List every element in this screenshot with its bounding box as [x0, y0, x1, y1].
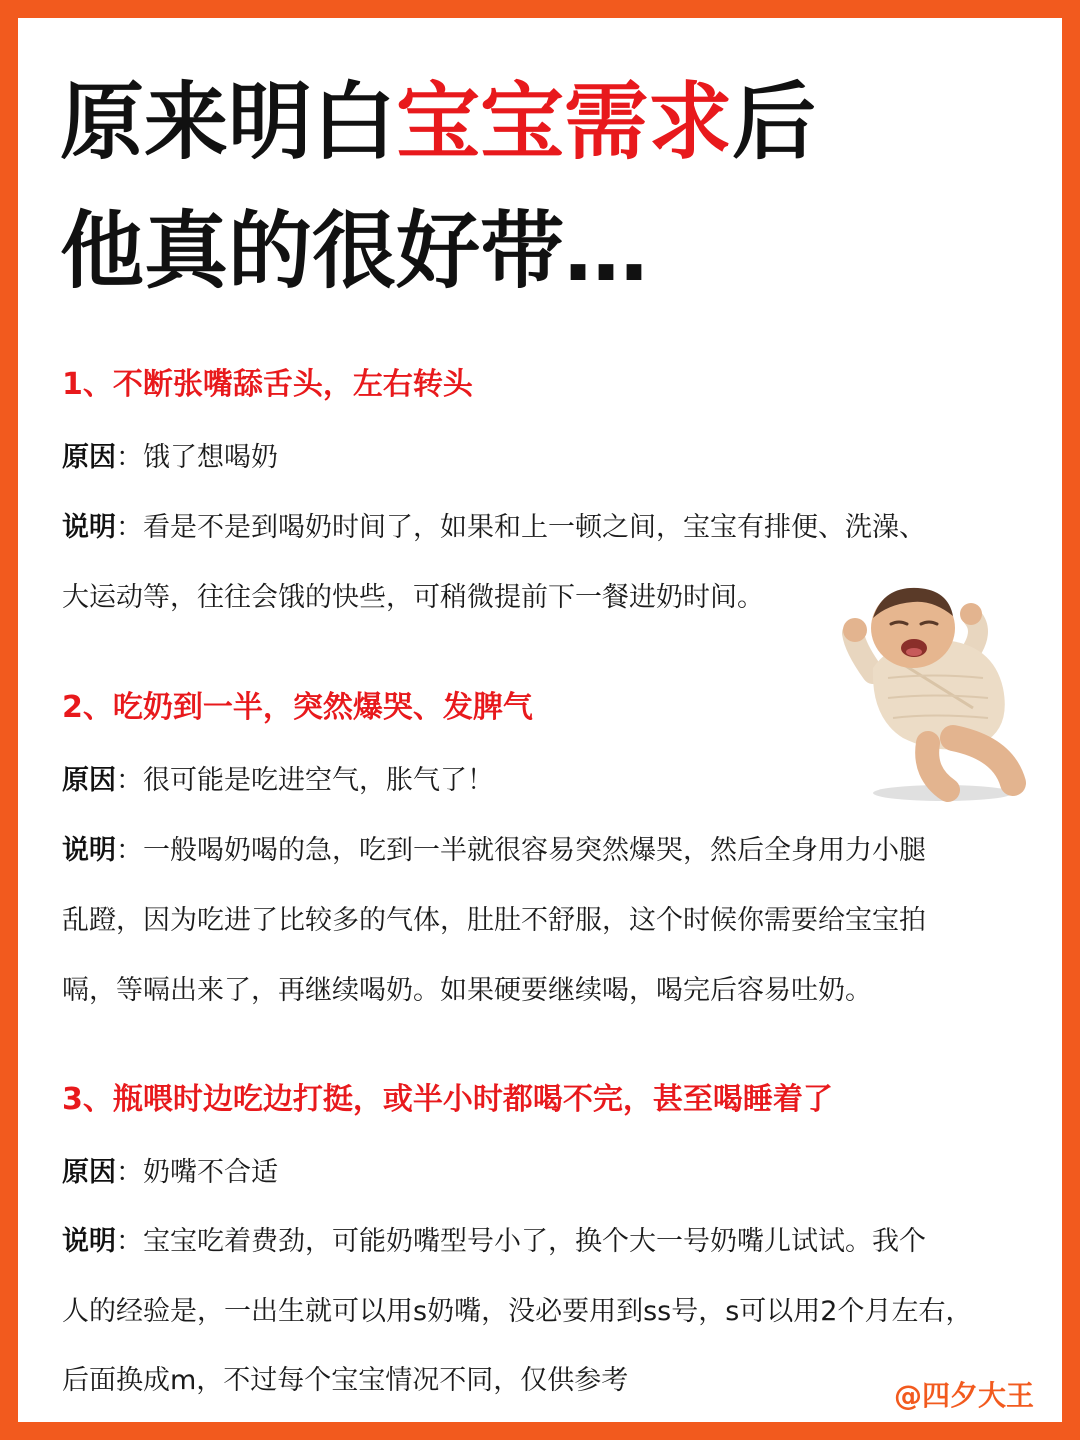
section-3-explain-line-3: 后面换成m，不过每个宝宝情况不同，仅供参考: [62, 1365, 629, 1396]
reason-label: 原因: [62, 1157, 116, 1188]
section-2-heading: 2、吃奶到一半，突然爆哭、发脾气: [62, 690, 533, 725]
explain-text: ：一般喝奶喝的急，吃到一半就很容易突然爆哭，然后全身用力小腿: [116, 835, 926, 866]
section-2-reason: [62, 761, 494, 801]
explain-text: ：看是不是到喝奶时间了，如果和上一顿之间，宝宝有排便、洗澡、: [116, 512, 926, 543]
section-1-reason: [62, 438, 278, 478]
page-title-line-2: 他真的很好带…: [60, 202, 649, 300]
reason-text: ：很可能是吃进空气，胀气了！: [116, 765, 494, 796]
section-2-explain-line-1: [62, 831, 926, 871]
explain-label: 说明: [62, 512, 116, 543]
section-3-explain-line-1: [62, 1222, 926, 1262]
section-1-explain-line-2: 大运动等，往往会饿的快些，可稍微提前下一餐进奶时间。: [62, 582, 764, 613]
reason-label: 原因: [62, 442, 116, 473]
section-1-explain-line-1: [62, 508, 926, 548]
section-3-heading: 3、瓶喂时边吃边打挺，或半小时都喝不完，甚至喝睡着了: [62, 1082, 833, 1117]
explain-label: 说明: [62, 835, 116, 866]
title-highlight: 宝宝需求: [396, 73, 733, 171]
author-watermark: @四夕大王: [893, 1379, 1034, 1412]
page-title-line-1: [60, 72, 816, 172]
title-suffix: 后: [732, 73, 817, 171]
title-prefix: 原来明白: [60, 73, 397, 171]
section-2-explain-line-2: 乱蹬，因为吃进了比较多的气体，肚肚不舒服，这个时候你需要给宝宝拍: [62, 905, 926, 936]
section-1-heading: 1、不断张嘴舔舌头，左右转头: [62, 367, 473, 402]
reason-text: ：奶嘴不合适: [116, 1157, 278, 1188]
page-card: [18, 18, 1062, 1422]
reason-text: ：饿了想喝奶: [116, 442, 278, 473]
section-2-explain-line-3: 嗝，等嗝出来了，再继续喝奶。如果硬要继续喝，喝完后容易吐奶。: [62, 975, 872, 1006]
explain-label: 说明: [62, 1226, 116, 1257]
reason-label: 原因: [62, 765, 116, 796]
crying-baby-image: [833, 578, 1033, 808]
section-3-reason: [62, 1153, 278, 1193]
explain-text: ：宝宝吃着费劲，可能奶嘴型号小了，换个大一号奶嘴儿试试。我个: [116, 1226, 926, 1257]
section-3-explain-line-2: 人的经验是，一出生就可以用s奶嘴，没必要用到ss号，s可以用2个月左右，: [62, 1296, 973, 1327]
